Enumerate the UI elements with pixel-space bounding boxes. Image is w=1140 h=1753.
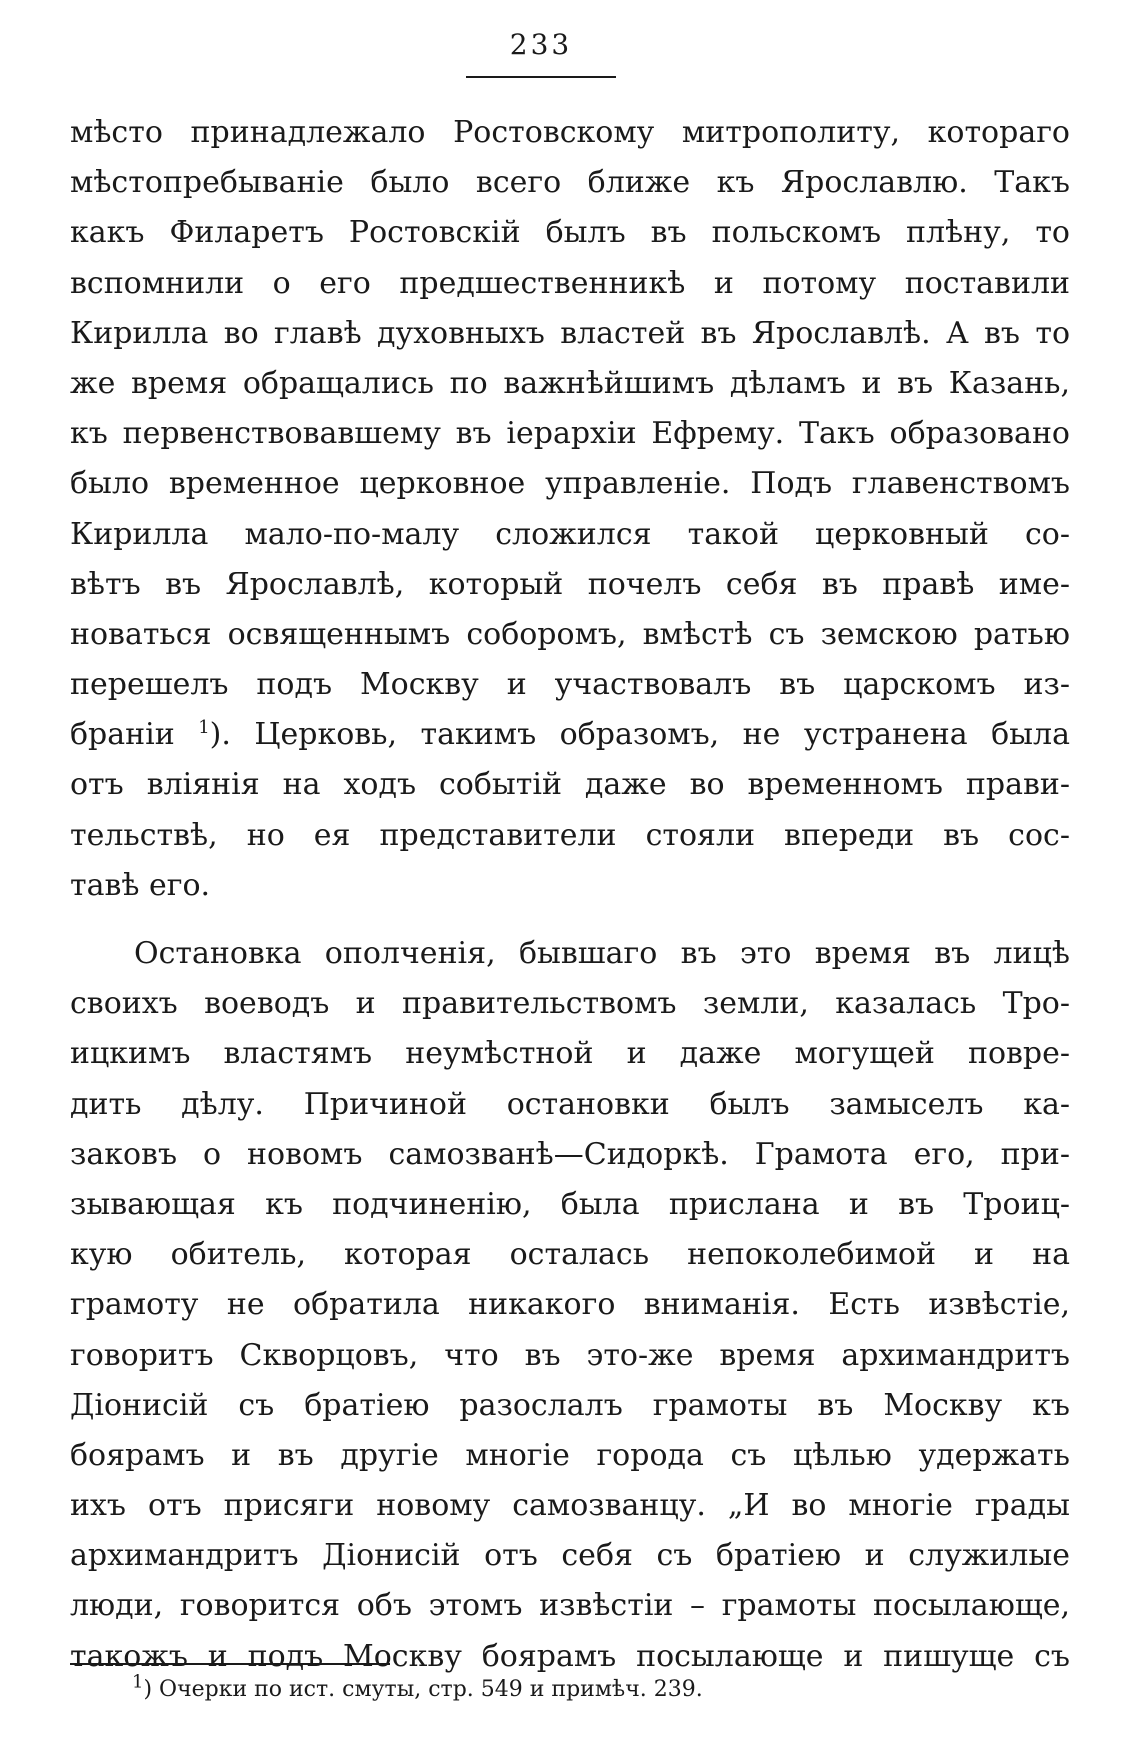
- paragraph-2: [70, 929, 1070, 1682]
- body-text: [70, 108, 1070, 1682]
- text-line: перешелъ подъ Москву и участвовалъ въ царскомъ из-: [70, 667, 1070, 703]
- text-line: ицкимъ властямъ неумѣстной и даже могущей повре-: [70, 1036, 1070, 1072]
- text-line: дить дѣлу. Причиной остановки былъ замыселъ ка-: [70, 1086, 1070, 1122]
- text-fragment: браніи: [70, 717, 199, 753]
- page-number: 233: [509, 28, 573, 61]
- header-rule: [466, 76, 616, 78]
- text-line: вспомнили о его предшественникѣ и потому поставили: [70, 265, 1070, 301]
- text-line: мѣстопребываніе было всего ближе къ Ярославлю. Такъ: [70, 165, 1070, 201]
- text-line: боярамъ и въ другіе многіе города съ цѣлью удержать: [70, 1437, 1070, 1473]
- text-fragment: ). Церковь, такимъ образомъ, не устранена была: [209, 717, 1070, 753]
- text-line: грамоту не обратила никакого вниманія. Есть извѣстіе,: [70, 1287, 1070, 1323]
- footnote-rule: [70, 1663, 390, 1665]
- paragraph-gap: [70, 911, 1070, 929]
- footnote: [132, 1673, 932, 1707]
- text-line: люди, говорится объ этомъ извѣстіи – грамоты посылающе,: [70, 1588, 1070, 1624]
- text-line: къ первенствовавшему въ іерархіи Ефрему. Такъ образовано: [70, 416, 1070, 452]
- text-line: Остановка ополченія, бывшаго въ это время въ лицѣ: [134, 936, 1070, 971]
- text-line: было временное церковное управленіе. Подъ главенствомъ: [70, 466, 1070, 502]
- text-line: мѣсто принадлежало Ростовскому митрополиту, котораго: [70, 115, 1070, 150]
- footnote-ref: 1: [198, 717, 210, 739]
- text-line: заковъ о новомъ самозванѣ—Сидоркѣ. Грамота его, при-: [70, 1136, 1070, 1172]
- text-line: своихъ воеводъ и правительствомъ земли, казалась Тро-: [70, 986, 1070, 1022]
- text-line: кую обитель, которая осталась непоколебимой и на: [70, 1237, 1070, 1273]
- text-line-with-footnote: [70, 710, 1070, 760]
- text-line: же время обращались по важнѣйшимъ дѣламъ и въ Казань,: [70, 365, 1070, 401]
- text-line: такожъ и подъ Москву боярамъ посылающе и пишуще съ: [70, 1638, 1070, 1674]
- text-line: вѣтъ въ Ярославлѣ, который почелъ себя въ правѣ име-: [70, 566, 1070, 602]
- text-line: Кирилла мало-по-малу сложился такой церковный со-: [70, 516, 1070, 552]
- text-line: Діонисій съ братіею разослалъ грамоты въ Москву къ: [70, 1387, 1070, 1423]
- text-line: новаться освященнымъ соборомъ, вмѣстѣ съ земскою ратью: [70, 616, 1070, 652]
- text-line: говоритъ Скворцовъ, что въ это-же время архимандритъ: [70, 1337, 1070, 1373]
- text-line: архимандритъ Діонисій отъ себя съ братіею и служилые: [70, 1538, 1070, 1574]
- paragraph-1: [70, 108, 1070, 911]
- text-line: тельствѣ, но ея представители стояли впереди въ сос-: [70, 817, 1070, 853]
- footnote-marker: 1: [132, 1671, 144, 1693]
- text-line: ихъ отъ присяги новому самозванцу. „И во многіе грады: [70, 1488, 1070, 1524]
- text-line: тавѣ его.: [70, 867, 211, 903]
- text-line: отъ вліянія на ходъ событій даже во временномъ прави-: [70, 767, 1070, 803]
- footnote-text: ) Очерки по ист. смуты, стр. 549 и примѣч. 239.: [143, 1677, 703, 1702]
- text-line: Кирилла во главѣ духовныхъ властей въ Ярославлѣ. А въ то: [70, 315, 1070, 351]
- text-line: зывающая къ подчиненію, была прислана и въ Троиц-: [70, 1186, 1070, 1222]
- text-line: какъ Филаретъ Ростовскій былъ въ польскомъ плѣну, то: [70, 215, 1070, 251]
